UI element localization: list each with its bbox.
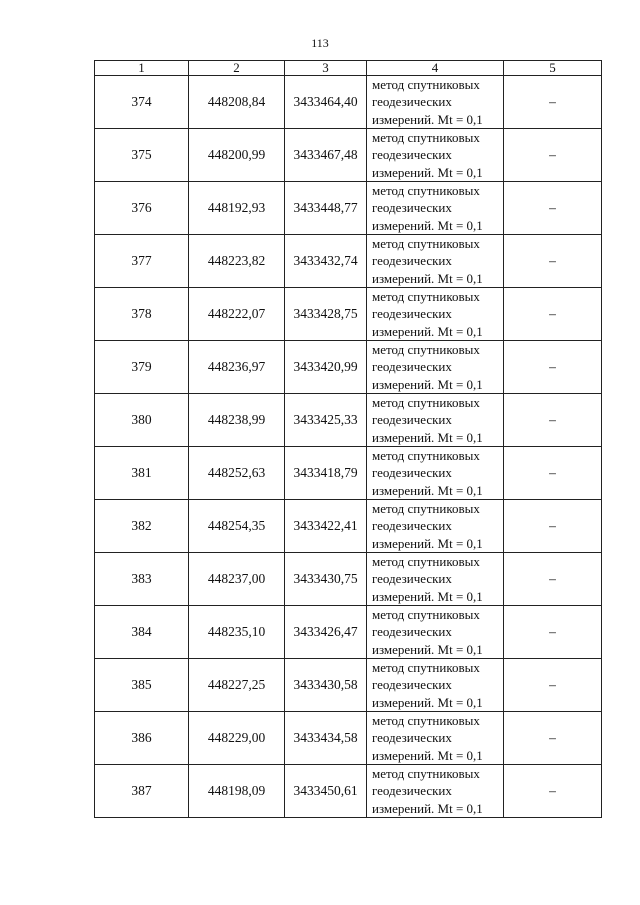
method-cell — [367, 659, 504, 712]
method-cell — [367, 235, 504, 288]
y-coordinate-cell: 3433434,58 — [285, 712, 367, 765]
point-number-cell: 384 — [95, 606, 189, 659]
method-line: измерений. Mt = 0,1 — [372, 429, 483, 445]
method-cell — [367, 76, 504, 129]
note-cell: – — [504, 765, 602, 818]
point-number-cell: 376 — [95, 182, 189, 235]
method-cell — [367, 500, 504, 553]
method-cell — [367, 288, 504, 341]
note-cell: – — [504, 553, 602, 606]
y-coordinate-cell: 3433432,74 — [285, 235, 367, 288]
header-col-4: 4 — [367, 61, 504, 76]
method-line: измерений. Mt = 0,1 — [372, 800, 483, 816]
x-coordinate-cell: 448252,63 — [189, 447, 285, 500]
method-cell — [367, 553, 504, 606]
method-line: метод спутниковых — [372, 342, 480, 358]
point-number-cell: 385 — [95, 659, 189, 712]
method-line: геодезических — [372, 465, 452, 481]
table-row — [95, 553, 602, 606]
table-row — [95, 76, 602, 129]
method-line: измерений. Mt = 0,1 — [372, 694, 483, 710]
method-line: метод спутниковых — [372, 501, 480, 517]
note-cell: – — [504, 129, 602, 182]
method-cell — [367, 447, 504, 500]
point-number-cell: 383 — [95, 553, 189, 606]
table-row — [95, 129, 602, 182]
header-col-5: 5 — [504, 61, 602, 76]
y-coordinate-cell: 3433428,75 — [285, 288, 367, 341]
method-line: метод спутниковых — [372, 183, 480, 199]
method-line: измерений. Mt = 0,1 — [372, 482, 483, 498]
method-cell — [367, 712, 504, 765]
note-cell: – — [504, 447, 602, 500]
table-row — [95, 341, 602, 394]
method-line: измерений. Mt = 0,1 — [372, 747, 483, 763]
method-line: измерений. Mt = 0,1 — [372, 111, 483, 127]
point-number-cell: 382 — [95, 500, 189, 553]
point-number-cell: 387 — [95, 765, 189, 818]
method-line: геодезических — [372, 677, 452, 693]
x-coordinate-cell: 448236,97 — [189, 341, 285, 394]
method-line: измерений. Mt = 0,1 — [372, 535, 483, 551]
x-coordinate-cell: 448229,00 — [189, 712, 285, 765]
page-number: 113 — [311, 36, 329, 50]
method-line: метод спутниковых — [372, 289, 480, 305]
table-row — [95, 606, 602, 659]
note-cell: – — [504, 235, 602, 288]
method-line: геодезических — [372, 147, 452, 163]
method-line: измерений. Mt = 0,1 — [372, 270, 483, 286]
method-line: метод спутниковых — [372, 607, 480, 623]
method-line: геодезических — [372, 783, 452, 799]
point-number-cell: 378 — [95, 288, 189, 341]
x-coordinate-cell: 448208,84 — [189, 76, 285, 129]
method-line: метод спутниковых — [372, 236, 480, 252]
x-coordinate-cell: 448254,35 — [189, 500, 285, 553]
note-cell: – — [504, 182, 602, 235]
header-row — [95, 61, 602, 76]
method-line: измерений. Mt = 0,1 — [372, 588, 483, 604]
y-coordinate-cell: 3433420,99 — [285, 341, 367, 394]
method-line: геодезических — [372, 200, 452, 216]
table-row — [95, 500, 602, 553]
y-coordinate-cell: 3433464,40 — [285, 76, 367, 129]
point-number-cell: 379 — [95, 341, 189, 394]
method-line: метод спутниковых — [372, 395, 480, 411]
method-line: геодезических — [372, 624, 452, 640]
y-coordinate-cell: 3433430,75 — [285, 553, 367, 606]
method-cell — [367, 341, 504, 394]
header-col-1: 1 — [95, 61, 189, 76]
method-line: метод спутниковых — [372, 77, 480, 93]
x-coordinate-cell: 448200,99 — [189, 129, 285, 182]
header-col-2: 2 — [189, 61, 285, 76]
y-coordinate-cell: 3433467,48 — [285, 129, 367, 182]
method-line: геодезических — [372, 306, 452, 322]
point-number-cell: 381 — [95, 447, 189, 500]
method-line: измерений. Mt = 0,1 — [372, 376, 483, 392]
method-line: измерений. Mt = 0,1 — [372, 164, 483, 180]
x-coordinate-cell: 448227,25 — [189, 659, 285, 712]
note-cell: – — [504, 394, 602, 447]
method-line: метод спутниковых — [372, 130, 480, 146]
method-line: измерений. Mt = 0,1 — [372, 641, 483, 657]
y-coordinate-cell: 3433450,61 — [285, 765, 367, 818]
method-line: метод спутниковых — [372, 766, 480, 782]
method-line: геодезических — [372, 412, 452, 428]
table-row — [95, 712, 602, 765]
x-coordinate-cell: 448198,09 — [189, 765, 285, 818]
note-cell: – — [504, 712, 602, 765]
y-coordinate-cell: 3433425,33 — [285, 394, 367, 447]
note-cell: – — [504, 659, 602, 712]
point-number-cell: 377 — [95, 235, 189, 288]
table-row — [95, 394, 602, 447]
coordinates-table — [94, 60, 602, 818]
method-cell — [367, 394, 504, 447]
y-coordinate-cell: 3433422,41 — [285, 500, 367, 553]
note-cell: – — [504, 500, 602, 553]
note-cell: – — [504, 341, 602, 394]
x-coordinate-cell: 448222,07 — [189, 288, 285, 341]
method-line: геодезических — [372, 359, 452, 375]
point-number-cell: 386 — [95, 712, 189, 765]
method-line: геодезических — [372, 253, 452, 269]
x-coordinate-cell: 448237,00 — [189, 553, 285, 606]
note-cell: – — [504, 288, 602, 341]
table-row — [95, 288, 602, 341]
method-line: метод спутниковых — [372, 448, 480, 464]
method-line: геодезических — [372, 94, 452, 110]
y-coordinate-cell: 3433426,47 — [285, 606, 367, 659]
method-line: метод спутниковых — [372, 713, 480, 729]
method-line: измерений. Mt = 0,1 — [372, 217, 483, 233]
y-coordinate-cell: 3433430,58 — [285, 659, 367, 712]
point-number-cell: 380 — [95, 394, 189, 447]
method-line: измерений. Mt = 0,1 — [372, 323, 483, 339]
table-row — [95, 182, 602, 235]
point-number-cell: 374 — [95, 76, 189, 129]
header-col-3: 3 — [285, 61, 367, 76]
table-row — [95, 447, 602, 500]
x-coordinate-cell: 448192,93 — [189, 182, 285, 235]
table-row — [95, 235, 602, 288]
note-cell: – — [504, 76, 602, 129]
x-coordinate-cell: 448238,99 — [189, 394, 285, 447]
point-number-cell: 375 — [95, 129, 189, 182]
method-cell — [367, 182, 504, 235]
method-cell — [367, 129, 504, 182]
note-cell: – — [504, 606, 602, 659]
table-row — [95, 765, 602, 818]
method-line: метод спутниковых — [372, 660, 480, 676]
y-coordinate-cell: 3433448,77 — [285, 182, 367, 235]
method-cell — [367, 606, 504, 659]
method-line: метод спутниковых — [372, 554, 480, 570]
method-line: геодезических — [372, 730, 452, 746]
method-cell — [367, 765, 504, 818]
x-coordinate-cell: 448235,10 — [189, 606, 285, 659]
method-line: геодезических — [372, 518, 452, 534]
table-row — [95, 659, 602, 712]
y-coordinate-cell: 3433418,79 — [285, 447, 367, 500]
method-line: геодезических — [372, 571, 452, 587]
x-coordinate-cell: 448223,82 — [189, 235, 285, 288]
